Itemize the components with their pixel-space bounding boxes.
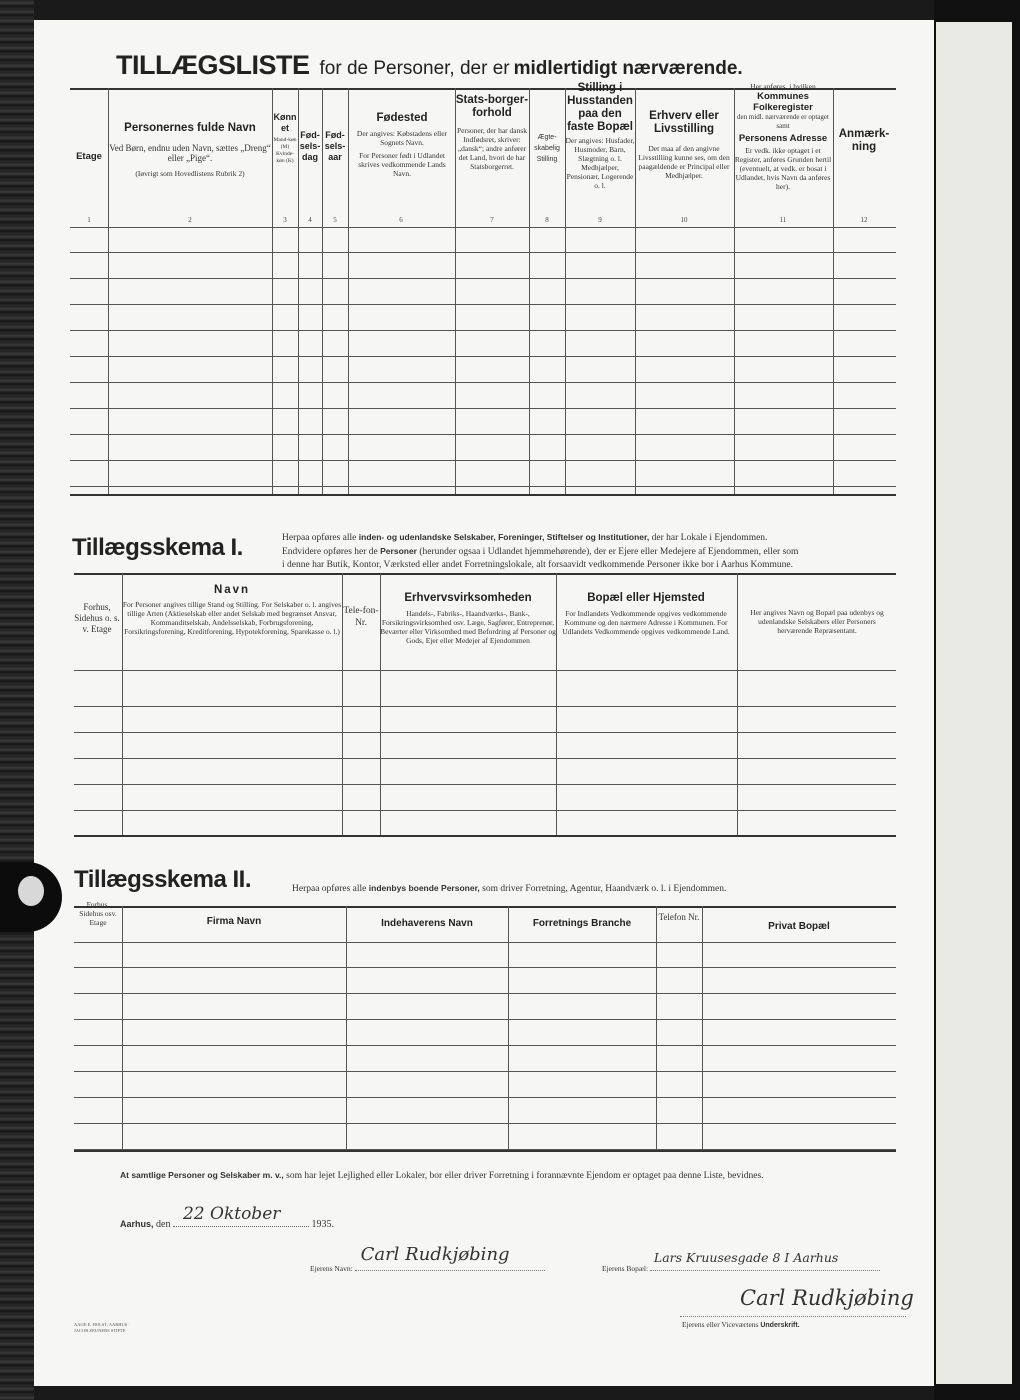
list-row-line xyxy=(70,330,896,331)
column-number: 8 xyxy=(545,216,549,224)
owner-name-handwritten: Carl Rudkjøbing xyxy=(360,1244,510,1265)
title-rest: for de Personer, der er xyxy=(319,58,510,79)
schema1-row-line xyxy=(74,810,896,811)
list-row-line xyxy=(70,304,896,305)
owner-address-line: Ejerens Bopæl: Lars Kruusesgade 8 I Aarhus xyxy=(602,1262,880,1273)
schema2-column-line xyxy=(508,906,509,1150)
schema1-col-business: Erhvervsvirksomheden Handels-, Fabriks-, Haandværks-, Bank-, Forsikringsvirksomhed osv. Læge, Sagfører, Entreprenør, Beværter eller Virksomhed med Befordring af Personer og Gods, Ejer eller Medejer af Ejendommen xyxy=(380,592,556,645)
form-page xyxy=(34,20,934,1386)
schema2-col-private: Privat Bopæl xyxy=(768,921,830,932)
col-birthplace: Fødested Der angives: Købstadens eller Sognets Navn. For Personer født i Udlandet skrives vedkommende Lands Navn. xyxy=(356,112,448,178)
schema1-row-line xyxy=(74,706,896,707)
printer-mark: AAGE E. HOLST, AARHUS · JACOB ZEUNERS STIFTE xyxy=(74,1322,130,1333)
schema1-top-rule xyxy=(74,573,896,575)
schema2-row-line xyxy=(74,1071,896,1072)
schema2-intro: Herpaa opføres alle indenbys boende Personer, som driver Forretning, Agentur, Haandværk o. l. i Ejendommen. xyxy=(292,883,727,894)
date-line: Aarhus, den 22 Oktober 1935. xyxy=(120,1204,334,1230)
facing-page xyxy=(936,22,1012,1384)
column-number: 11 xyxy=(779,216,787,224)
schema2-row-line xyxy=(74,1149,896,1150)
column-number: 12 xyxy=(860,216,868,224)
schema2-col-floor: Forhus, Sidehus osv. Etage xyxy=(79,900,117,927)
column-number: 10 xyxy=(680,216,688,224)
col-gender: Kønnet Mand-køn (M) Kvinde-køn (K) xyxy=(273,112,297,164)
list-row-line xyxy=(70,408,896,409)
list-row-line xyxy=(70,252,896,253)
schema2-row-line xyxy=(74,967,896,968)
schema1-title: Tillægsskema I. xyxy=(72,534,243,561)
schema1-col-representative: Her angives Navn og Bopæl paa udenbys og udenlandske Selskabers eller Personers herværende Repræsentant. xyxy=(750,608,884,635)
list-row-line xyxy=(70,382,896,383)
owner-name-line: Ejerens Navn: Carl Rudkjøbing xyxy=(310,1262,545,1273)
schema1-row-line xyxy=(74,732,896,733)
list-row-line xyxy=(70,460,896,461)
title-main: TILLÆGSLISTE xyxy=(116,50,310,80)
schema1-col-name: Navn For Personer angives tillige Stand og Stilling. For Selskaber o. l. angives tillige Arten (Aktieselskab eller andet Selskab med begrænset Ansvar, Kommanditselskab, Andelsselskab, Forbrugsforening, Forsikringsforening, Kreditforening, Hypotekforening, Sparekasse o. l.) xyxy=(122,584,342,636)
column-number: 9 xyxy=(598,216,602,224)
column-number: 4 xyxy=(308,216,312,224)
col-remarks: Anmærk-ning xyxy=(838,128,890,153)
signature-label: Ejerens eller Viceværtens Underskrift. xyxy=(682,1320,800,1329)
schema2-col-branch: Forretnings Branche xyxy=(532,918,632,929)
schema2-top-rule xyxy=(74,906,896,908)
schema1-row-line xyxy=(74,784,896,785)
col-occupation: Erhverv eller Livsstilling Det maa af den angivne Livsstilling kunne ses, om den paagældende er Principal eller Medhjælper. xyxy=(638,110,730,180)
column-number: 2 xyxy=(188,216,192,224)
schema2-row-line xyxy=(74,1045,896,1046)
schema2-col-phone: Telefon Nr. xyxy=(658,912,700,922)
column-number: 3 xyxy=(283,216,287,224)
list-row-line xyxy=(70,356,896,357)
col-name: Personernes fulde Navn Ved Børn, endnu uden Navn, sættes „Dreng“ eller „Pige“. (Iøvrigt som Hovedlistens Rubrik 2) xyxy=(109,122,271,178)
schema1-bottom-rule xyxy=(74,835,896,837)
book-spine xyxy=(0,0,34,1400)
schema2-column-line xyxy=(656,906,657,1150)
col-marital: Ægte-skabelig Stilling xyxy=(534,134,560,163)
column-number: 5 xyxy=(333,216,337,224)
page-title xyxy=(116,50,743,81)
schema1-col-phone: Tele-fon-Nr. xyxy=(343,606,379,628)
schema2-header-rule xyxy=(74,942,896,943)
list-column-line xyxy=(348,88,349,494)
col-birthyear: Fød-sels-aar xyxy=(324,130,346,162)
schema2-column-line xyxy=(122,906,123,1150)
signature-handwritten: Carl Rudkjøbing xyxy=(740,1286,914,1310)
schema1-column-line xyxy=(737,573,738,835)
column-number: 6 xyxy=(399,216,403,224)
schema1-col-residence: Bopæl eller Hjemsted For Indlandets Vedkommende opgives vedkommende Kommune og den nærmere Adresse i Kommunen. For Udlandets Vedkommende opgives vedkommende Land. xyxy=(562,592,730,636)
col-household: Stilling i Husstanden paa den faste Bopæl Der angives: Husfader, Husmoder, Barn, Slægtning o. l. Medhjælper, Pensionær, Logerende o. l. xyxy=(565,82,635,190)
schema2-title: Tillægsskema II. xyxy=(74,866,251,893)
list-row-line xyxy=(70,486,896,487)
date-handwritten: 22 Oktober xyxy=(182,1204,281,1224)
attestation: At samtlige Personer og Selskaber m. v., som har lejet Lejlighed eller Lokaler, bor eller driver Forretning i forannævnte Ejendom er optaget paa denne Liste, bevidnes. xyxy=(120,1170,764,1181)
title-rest-bold: midlertidigt nærværende. xyxy=(513,58,743,79)
owner-address-handwritten: Lars Kruusesgade 8 I Aarhus xyxy=(653,1250,839,1265)
column-number: 1 xyxy=(87,216,91,224)
column-number: 7 xyxy=(490,216,494,224)
schema1-header-rule xyxy=(74,670,896,671)
schema2-col-owner: Indehaverens Navn xyxy=(381,918,473,929)
schema2-row-line xyxy=(74,1097,896,1098)
col-birthday: Fød-sels-dag xyxy=(299,130,321,162)
schema2-column-line xyxy=(702,906,703,1150)
schema1-intro: Herpaa opføres alle inden- og udenlandske Selskaber, Foreninger, Stiftelser og Institutioner, der har Lokale i Ejendommen. Endvidere opføres her de Personer (herunder ogsaa i Udlandet hjemmehørende), der er Ejere eller Medejere af Ejendommen, eller som i denne har Butik, Kontor, Værksted eller andet Forretningslokale, alt forsaavidt vedkommende Personer ikke bor i Aarhus Kommune. xyxy=(282,532,799,570)
list-row-line xyxy=(70,278,896,279)
schema2-row-line xyxy=(74,1123,896,1124)
schema2-row-line xyxy=(74,1019,896,1020)
list-row-line xyxy=(70,434,896,435)
col-folkeregister: Her anføres, i hvilken Kommunes Folkeregister den midl. nærværende er optaget samt Personens Adresse Er vedk. ikke optaget i et Register, anføres Grunden hertil (eventuelt, at vedk. er bosat i Udlandet, hvis Navn da anføres her). xyxy=(734,82,832,191)
schema1-row-line xyxy=(74,758,896,759)
list-header-rule xyxy=(70,227,896,228)
list-bottom-rule xyxy=(70,494,896,496)
schema2-column-line xyxy=(346,906,347,1150)
col-etage: Etage xyxy=(76,151,102,162)
schema1-col-floor: Forhus, Sidehus o. s. v. Etage xyxy=(74,602,120,634)
schema2-row-line xyxy=(74,993,896,994)
schema2-col-firm: Firma Navn xyxy=(206,916,262,927)
signature-rule xyxy=(680,1316,906,1317)
col-citizenship: Stats-borger-forhold Personer, der har dansk Indfødsret, skriver: „dansk“; andre anfører det Land, hvori de har Statsborgerret. xyxy=(455,94,529,171)
schema2-bottom-rule xyxy=(74,1150,896,1152)
